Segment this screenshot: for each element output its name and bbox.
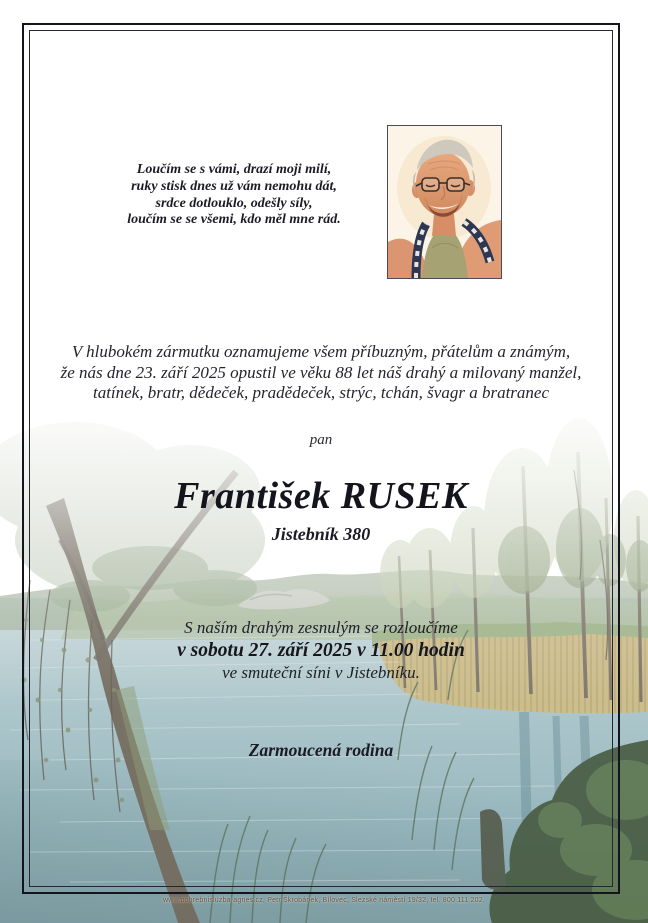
ceremony-intro: S naším drahým zesnulým se rozloučíme [184,618,458,637]
poem-line: ruky stisk dnes už vám nemohu dát, [131,178,337,194]
deceased-address: Jistebník 380 [271,524,371,544]
portrait-photo [387,125,502,279]
announcement-line: V hlubokém zármutku oznamujeme všem příbuzným, přátelům a známým, [71,342,571,361]
announcement-line: že nás dne 23. září 2025 opustil ve věku 88 let náš drahý a milovaný manžel, [60,362,582,382]
portrait-illustration [388,126,501,278]
poem-line: loučím se se všemi, kdo měl mne rád. [127,212,341,228]
announcement-line: tatínek, bratr, dědeček, pradědeček, strýc, tchán, švagr a bratranec [92,383,550,402]
poem-line: srdce dotlouklo, odešly síly, [155,195,313,211]
deceased-name: František RUSEK [174,475,468,517]
ceremony-datetime: v sobotu 27. září 2025 v 11.00 hodin [177,639,465,661]
ceremony-details [29,617,613,685]
ceremony-place: ve smuteční síni v Jistebníku. [222,663,420,682]
funeral-service-info: www.pohrebnisluzba-agnes.cz, Petr Škrobánek, Bílovec, Slezské náměstí 19/32, tel. 800 111 202. [162,897,486,904]
closing-signature: Zarmoucená rodina [248,740,394,760]
farewell-poem [29,162,439,229]
announcement-text [29,342,613,404]
poem-line: Loučím se s vámi, drazí moji milí, [136,162,332,177]
honorific: pan [309,432,333,448]
